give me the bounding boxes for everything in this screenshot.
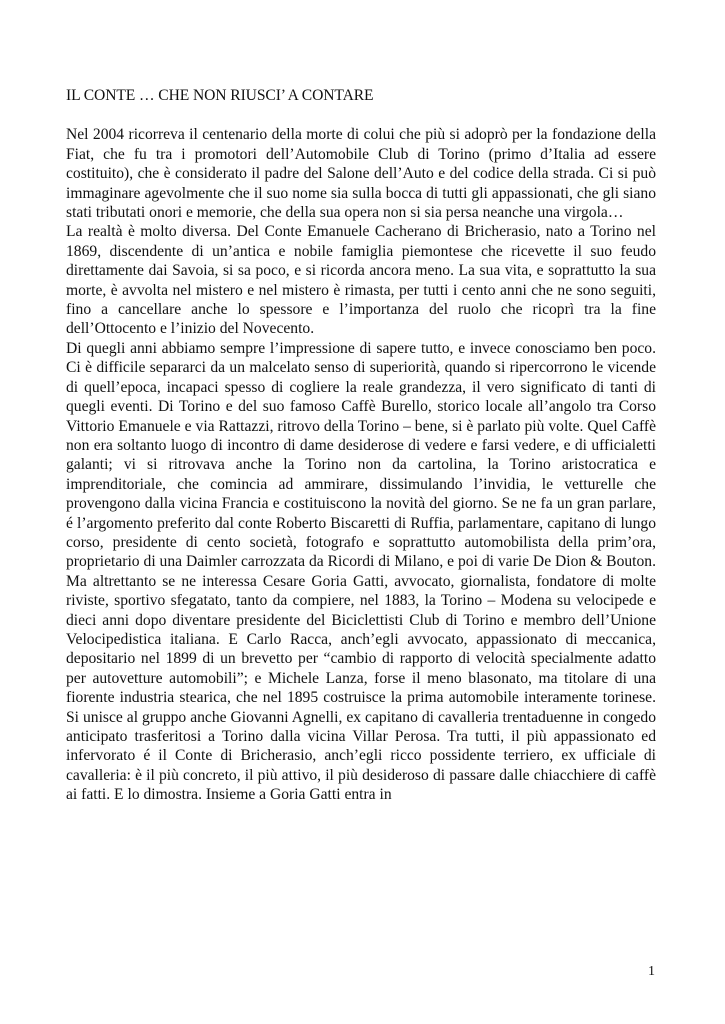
- paragraph-2: La realtà è molto diversa. Del Conte Emanuele Cacherano di Bricherasio, nato a Torino nel 1869, discendente di un’antica e nobile famiglia piemontese che ricevette il suo feudo direttamente dai Savoia, si sa poco, e si ricorda ancora meno. La sua vita, e soprattutto la sua morte, è avvolta nel mistero e nel mistero è rimasta, per tutti i cento anni che ne sono seguiti, fino a cancellare anche lo spessore e l’importanza del ruolo che ricoprì tra la fine dell’Ottocento e l’inizio del Novecento.: [66, 223, 656, 338]
- page-number: 1: [648, 964, 655, 979]
- paragraph-1: Nel 2004 ricorreva il centenario della morte di colui che più si adoprò per la fondazione della Fiat, che fu tra i promotori dell’Automobile Club di Torino (primo d’Italia ad essere costituito), che è considerato il padre del Salone dell’Auto e del codice della strada. Ci si può immaginare agevolmente che il suo nome sia sulla bocca di tutti gli appassionati, che gli siano stati tributati onori e memorie, che della sua opera non si sia persa neanche una virgola…: [66, 126, 656, 222]
- paragraph-3: Di quegli anni abbiamo sempre l’impressione di sapere tutto, e invece conosciamo ben poco. Ci è difficile separarci da un malcelato senso di superiorità, quando si ripercorrono le vicende di quell’epoca, incapaci spesso di cogliere la reale grandezza, il vero significato di tanti di quegli eventi. Di Torino e del suo famoso Caffè Burello, storico locale all’angolo tra Corso Vittorio Emanuele e via Rattazzi, ritrovo della Torino – bene, si è parlato più volte. Quel Caffè non era soltanto luogo di incontro di dame desiderose di vedere e farsi vedere, e di ufficialetti galanti; vi si ritrovava anche la Torino non da cartolina, la Torino aristocratica e imprenditoriale, che comincia ad ammirare, dissimulando l’invidia, le vetturelle che provengono dalla vicina Francia e costituiscono la novità del giorno. Se ne fa un gran parlare, é l’argomento preferito dal conte Roberto Biscaretti di Ruffia, parlamentare, capitano di lungo corso, presidente di cento società, fotografo e soprattutto automobilista della prim’ora, proprietario di una Daimler carrozzata da Ricordi di Milano, e poi di varie De Dion & Bouton. Ma altrettanto se ne interessa Cesare Goria Gatti, avvocato, giornalista, fondatore di molte riviste, sportivo sfegatato, tanto da compiere, nel 1883, la Torino – Modena su velocipede e dieci anni dopo diventare presidente del Biciclettisti Club di Torino e membro dell’Unione Velocipedistica italiana. E Carlo Racca, anch’egli avvocato, appassionato di meccanica, depositario nel 1899 di un brevetto per “cambio di rapporto di velocità specialmente adatto per autovetture automobili”; e Michele Lanza, forse il meno blasonato, ma titolare di una fiorente industria stearica, che nel 1895 costruisce la prima automobile interamente torinese. Si unisce al gruppo anche Giovanni Agnelli, ex capitano di cavalleria trentaduenne in congedo anticipato trasferitosi a Torino dalla vicina Villar Perosa. Tra tutti, il più appassionato ed infervorato é il Conte di Bricherasio, anch’egli ricco possidente terriero, ex ufficiale di cavalleria: è il più concreto, il più attivo, il più desideroso di passare dalle chiacchiere di caffè ai fatti. E lo dimostra. Insieme a Goria Gatti entra in: [66, 339, 656, 804]
- document-page: [66, 86, 656, 805]
- document-title: IL CONTE … CHE NON RIUSCI’ A CONTARE: [66, 87, 374, 104]
